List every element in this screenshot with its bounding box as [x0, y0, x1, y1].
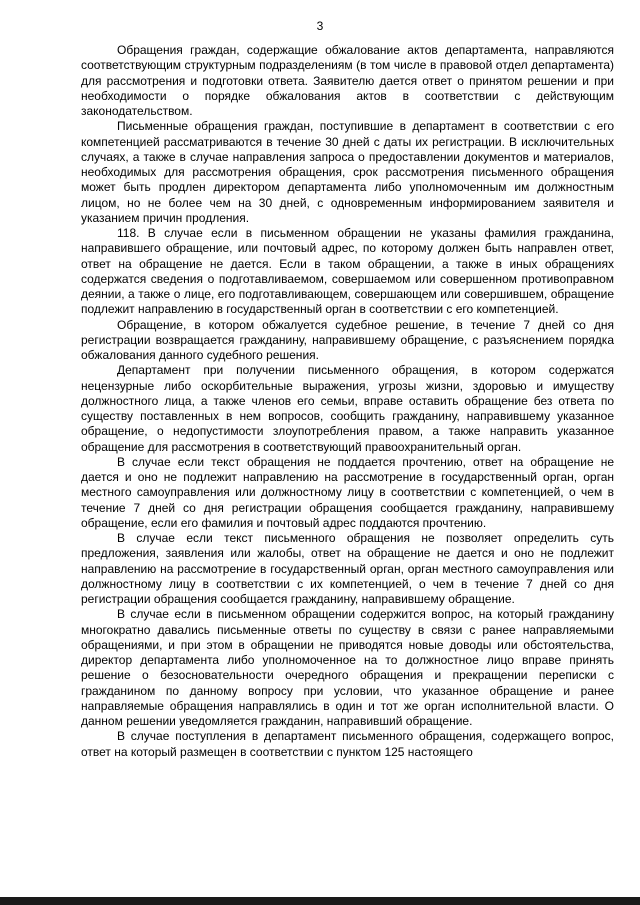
- paragraph-written-appeals-term: Письменные обращения граждан, поступившие в департамент в соответствии с его компетенцией рассматриваются в течение 30 дней с даты их регистрации. В исключительных случаях, а также в случае направления запроса о предоставлении документов и материалов, необходимых для рассмотрения обращения, срок рассмотрения письменного обращения может быть продлен директором департамента либо уполномоченным им должностным лицом, но не более чем на 30 дней, с одновременным информированием заявителя и указанием причин продления.: [81, 119, 614, 225]
- scan-bottom-edge: [0, 897, 640, 905]
- paragraph-published-answer: В случае поступления в департамент письменного обращения, содержащего вопрос, ответ на который размещен в соответствии с пунктом 125 настоящего: [81, 729, 614, 759]
- page-number: 3: [316, 19, 324, 33]
- paragraph-offensive-language: Департамент при получении письменного обращения, в котором содержатся нецензурные либо оскорбительные выражения, угрозы жизни, здоровью и имуществу должностного лица, а также членов его семьи, вправе оставить обращение без ответа по существу поставленных в нем вопросов, сообщить гражданину, направившему указанное обращение, о недопустимости злоупотребления правом, а также направить указанное обращение для рассмотрения в соответствующий правоохранительный орган.: [81, 363, 614, 454]
- paragraph-item-118: 118. В случае если в письменном обращении не указаны фамилия гражданина, направившего обращение, или почтовый адрес, по которому должен быть направлен ответ, ответ на обращение не дается. Если в таком обращении, а также в иных обращениях содержатся сведения о подготавливаемом, совершаемом или совершенном противоправном деянии, а также о лице, его подготавливающем, совершающем или совершившем, обращение подлежит направлению в государственный орган в соответствии с его компетенцией.: [81, 226, 614, 317]
- paragraph-repeated-question: В случае если в письменном обращении содержится вопрос, на который гражданину многократно давались письменные ответы по существу в связи с ранее направляемыми обращениями, и при этом в обращении не приводятся новые доводы или обстоятельства, директор департамента либо уполномоченное на то должностное лицо вправе принять решение о безосновательности очередного обращения и прекращении переписки с гражданином по данному вопросу при условии, что указанное обращение и ранее направляемые обращения направлялись в один и тот же орган исполнительной власти. О данном решении уведомляется гражданин, направивший обращение.: [81, 607, 614, 728]
- document-body: [81, 43, 614, 760]
- paragraph-appeal-acts: Обращения граждан, содержащие обжалование актов департамента, направляются соответствующим структурным подразделениям (в том числе в правовой отдел департамента) для рассмотрения и подготовки ответа. Заявителю дается ответ о принятом решении и при необходимости о порядке обжалования актов в соответствии с действующим законодательством.: [81, 43, 614, 118]
- paragraph-court-decision: Обращение, в котором обжалуется судебное решение, в течение 7 дней со дня регистрации возвращается гражданину, направившему обращение, с разъяснением порядка обжалования данного судебного решения.: [81, 317, 614, 362]
- paragraph-undeterminable-essence: В случае если текст письменного обращения не позволяет определить суть предложения, заявления или жалобы, ответ на обращение не дается и оно не подлежит направлению на рассмотрение в государственный орган, орган местного самоуправления или должностному лицу в соответствии с их компетенцией, о чем в течение 7 дней со дня регистрации обращения сообщается гражданину, направившему обращение.: [81, 531, 614, 606]
- paragraph-unreadable-text: В случае если текст обращения не поддается прочтению, ответ на обращение не дается и оно не подлежит направлению на рассмотрение в государственный орган, орган местного самоуправления или должностному лицу в соответствии с компетенцией, о чем в течение 7 дней со дня регистрации обращения сообщается гражданину, направившему обращение, если его фамилия и почтовый адрес поддаются прочтению.: [81, 454, 614, 530]
